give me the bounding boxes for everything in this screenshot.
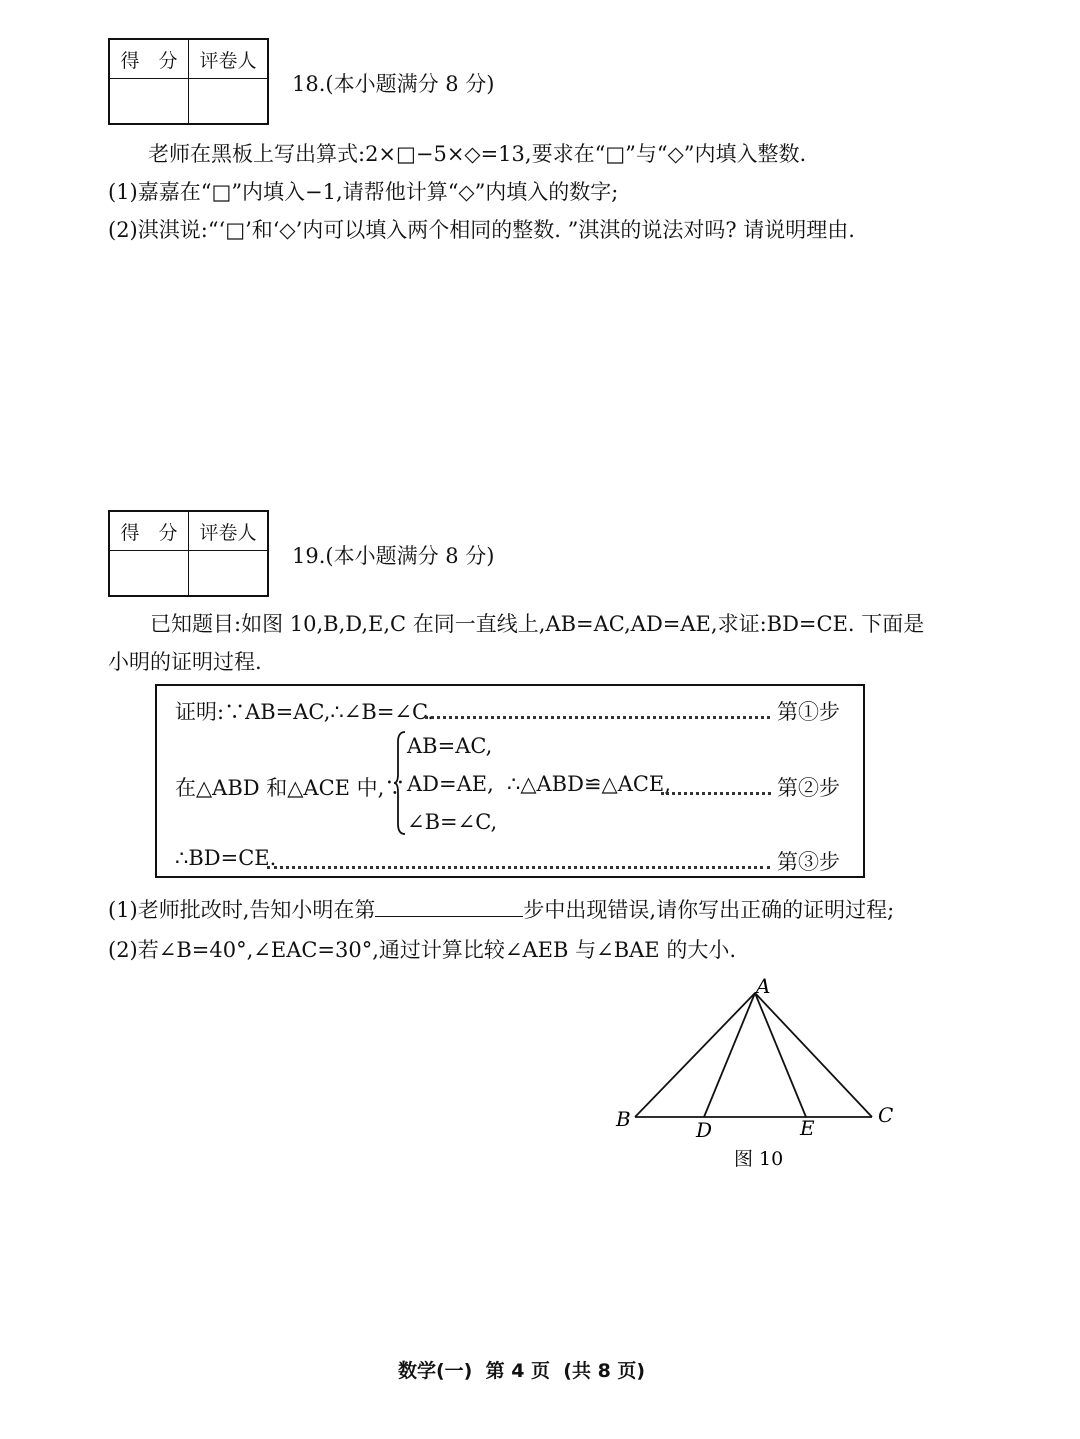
proof-step2-conclusion: ∴△ABD≌△ACE, xyxy=(507,772,671,796)
segment-AD xyxy=(704,993,755,1117)
proof-brace-line2: AD=AE, xyxy=(407,772,494,796)
proof-step2-label: 第②步 xyxy=(777,776,840,800)
q18-grader-cell xyxy=(189,79,269,125)
proof-box xyxy=(155,684,865,878)
q19-score-header: 得 分 xyxy=(109,511,189,551)
q18-stem: 老师在黑板上写出算式:2×□−5×◇=13,要求在“□”与“◇”内填入整数. xyxy=(148,142,807,166)
q18-score-cell xyxy=(109,79,189,125)
proof-step2-prefix: 在△ABD 和△ACE 中,∵ xyxy=(175,776,406,800)
q19-part1 xyxy=(108,894,894,924)
proof-brace-line1: AB=AC, xyxy=(407,734,493,758)
answer-blank[interactable] xyxy=(375,896,523,917)
q19-part2: (2)若∠B=40°,∠EAC=30°,通过计算比较∠AEB 与∠BAE 的大小. xyxy=(108,938,736,962)
q18-grader-header: 评卷人 xyxy=(189,39,269,79)
label-E: E xyxy=(800,1116,815,1140)
q19-stem-line2: 小明的证明过程. xyxy=(108,650,262,674)
figure-10 xyxy=(610,975,910,1175)
proof-step2-leader xyxy=(661,792,771,795)
q19-grader-cell xyxy=(189,551,269,597)
q19-part1-lead: (1)老师批改时,告知小明在第 xyxy=(108,898,376,922)
page-footer: 数学(一) 第 4 页 (共 8 页) xyxy=(398,1360,646,1382)
segment-AB xyxy=(635,993,755,1117)
q18-part1: (1)嘉嘉在“□”内填入−1,请帮他计算“◇”内填入的数字; xyxy=(108,180,619,204)
q19-score-cell xyxy=(109,551,189,597)
segment-AC xyxy=(755,993,872,1117)
proof-step3-leader xyxy=(267,866,770,869)
proof-step1-text: 证明:∵AB=AC,∴∠B=∠C. xyxy=(175,700,435,724)
q18-part2: (2)淇淇说:“‘□’和‘◇’内可以填入两个相同的整数. ”淇淇的说法对吗? 请说明理由. xyxy=(108,218,855,242)
q19-part1-tail: 步中出现错误,请你写出正确的证明过程; xyxy=(523,898,895,922)
q19-stem-line1: 已知题目:如图 10,B,D,E,C 在同一直线上,AB=AC,AD=AE,求证:BD=CE. 下面是 xyxy=(150,612,925,636)
label-A: A xyxy=(756,975,771,998)
proof-step3-text: ∴BD=CE. xyxy=(175,846,277,870)
figure-caption: 图 10 xyxy=(734,1148,784,1170)
segment-AE xyxy=(755,993,806,1117)
proof-brace-line3: ∠B=∠C, xyxy=(407,810,498,834)
q18-score-table xyxy=(108,38,269,125)
label-D: D xyxy=(696,1118,713,1142)
q18-score-header: 得 分 xyxy=(109,39,189,79)
q18-title: 18.(本小题满分 8 分) xyxy=(292,72,495,96)
proof-step3-label: 第③步 xyxy=(777,850,840,874)
q19-score-table xyxy=(108,510,269,597)
label-B: B xyxy=(616,1107,631,1131)
q19-grader-header: 评卷人 xyxy=(189,511,269,551)
proof-brace xyxy=(393,730,407,836)
q19-title: 19.(本小题满分 8 分) xyxy=(292,544,495,568)
proof-step1-leader xyxy=(425,716,770,719)
proof-step1-label: 第①步 xyxy=(777,700,840,724)
label-C: C xyxy=(878,1103,894,1127)
